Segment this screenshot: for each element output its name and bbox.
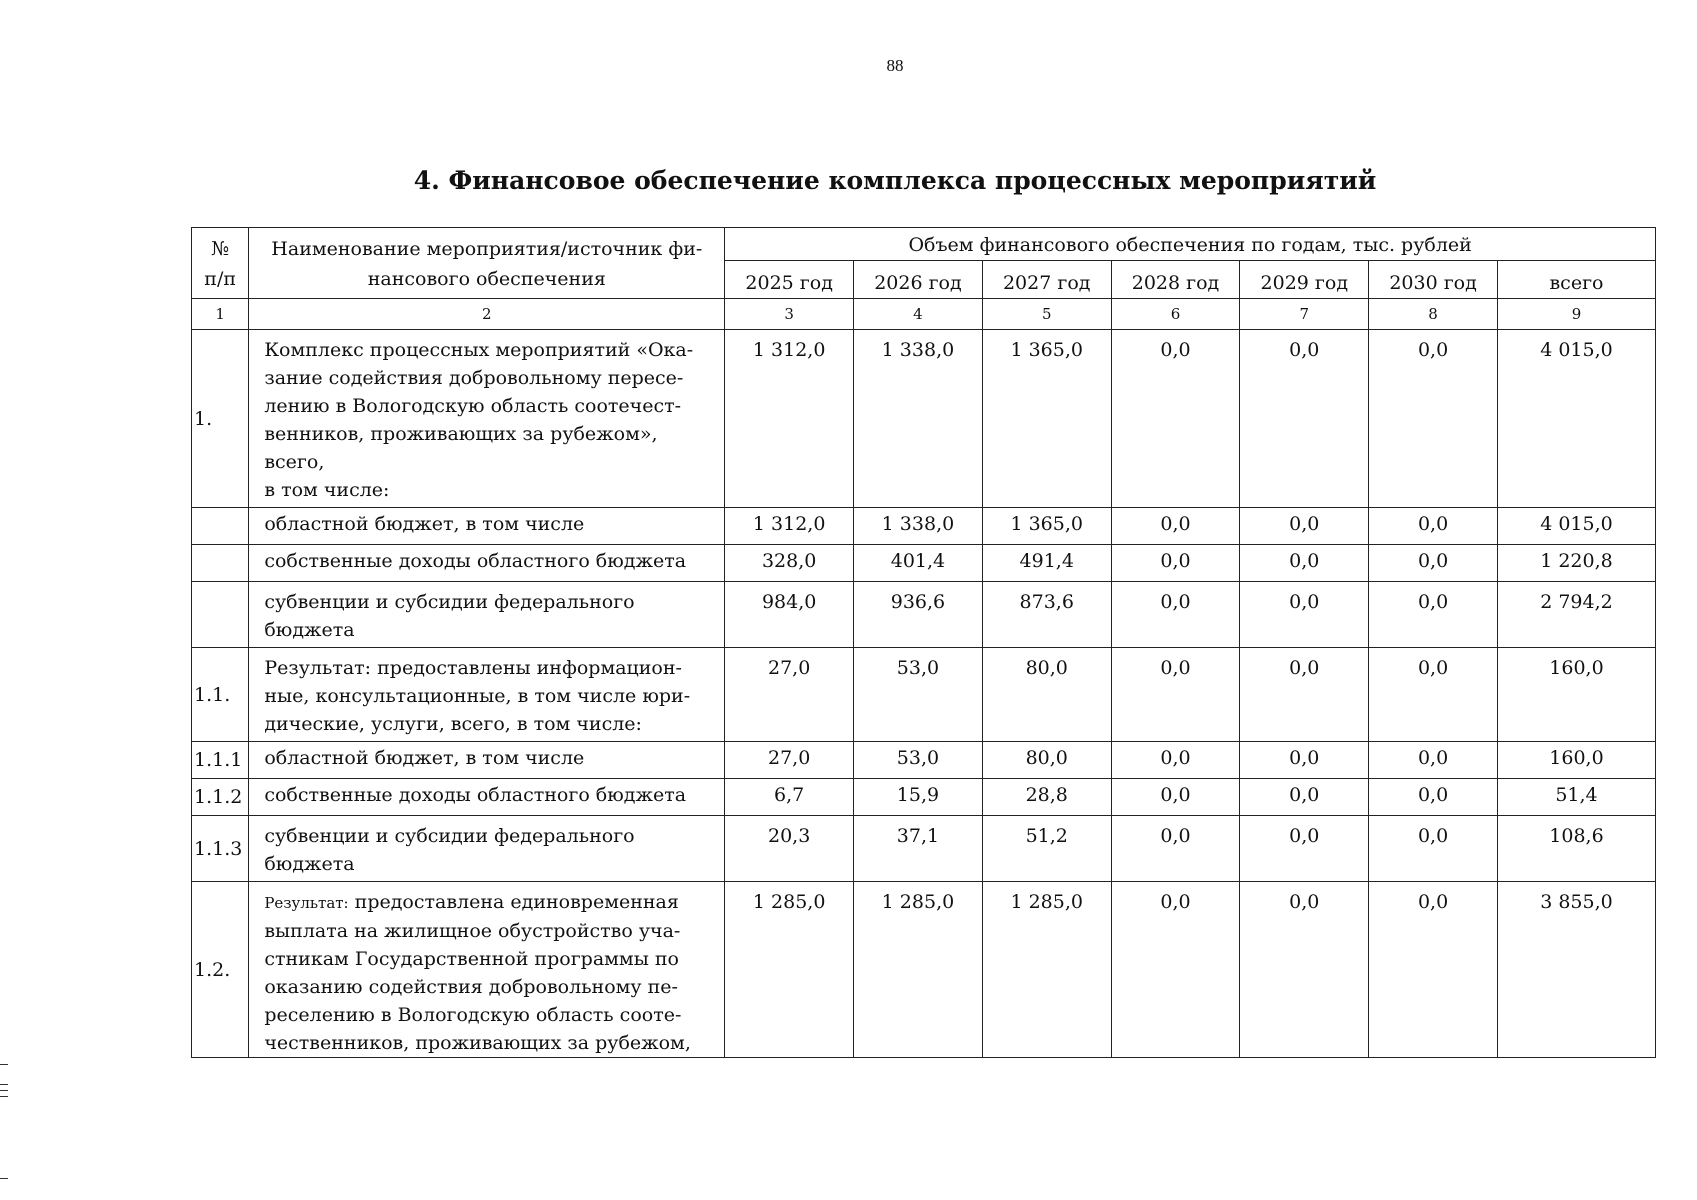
header-name-line1: Наименование мероприятия/источник фи-: [271, 238, 703, 260]
cell-value: 1 312,0: [725, 330, 854, 508]
cell-value: 873,6: [982, 582, 1111, 648]
cell-value: 27,0: [725, 742, 854, 779]
row-name-line: зание содействия добровольному пересе-: [264, 367, 684, 389]
cell-total: 108,6: [1497, 816, 1655, 882]
cell-value: 984,0: [725, 582, 854, 648]
row-name-line: стникам Государственной программы по: [264, 948, 679, 970]
cell-value: 0,0: [1240, 648, 1369, 742]
cell-value: 0,0: [1240, 742, 1369, 779]
header-name: [249, 228, 725, 299]
header-year-2030: 2030 год: [1369, 261, 1498, 299]
cell-value: 0,0: [1240, 882, 1369, 1058]
cell-value: 1 285,0: [982, 882, 1111, 1058]
row-name-line: бюджета: [264, 853, 355, 875]
header-group-financing: Объем финансового обеспечения по годам, тыс. рублей: [725, 228, 1656, 261]
row-name: [249, 545, 725, 582]
header-number: [192, 228, 249, 299]
cell-total: 51,4: [1497, 779, 1655, 816]
scan-artifact: [0, 1178, 8, 1179]
row-name: [249, 508, 725, 545]
row-name-line: [264, 888, 716, 917]
cell-value: 1 365,0: [982, 330, 1111, 508]
cell-value: 0,0: [1111, 816, 1240, 882]
cell-value: 0,0: [1369, 648, 1498, 742]
row-index: 1.1.3: [192, 816, 249, 882]
column-number: 7: [1240, 299, 1369, 330]
table-row: [192, 545, 1656, 582]
row-name-line: выплата на жилищное обустройство уча-: [264, 920, 681, 942]
row-name-line: лению в Вологодскую область соотечест-: [264, 395, 682, 417]
table-row: [192, 882, 1656, 1058]
scan-artifact: [0, 1096, 8, 1097]
financing-table: [191, 227, 1656, 1058]
cell-value: 0,0: [1369, 882, 1498, 1058]
header-year-2026: 2026 год: [854, 261, 983, 299]
scan-artifact: [0, 1090, 8, 1091]
cell-value: 1 312,0: [725, 508, 854, 545]
row-name-line: дические, услуги, всего, в том числе:: [264, 713, 642, 735]
row-name: [249, 648, 725, 742]
header-year-2029: 2029 год: [1240, 261, 1369, 299]
column-number: 1: [192, 299, 249, 330]
cell-value: 0,0: [1369, 582, 1498, 648]
column-number: 3: [725, 299, 854, 330]
cell-value: 0,0: [1111, 508, 1240, 545]
cell-value: 0,0: [1369, 742, 1498, 779]
row-name-line: субвенции и субсидии федерального: [264, 591, 635, 613]
scan-artifact: [0, 1064, 8, 1065]
cell-value: 51,2: [982, 816, 1111, 882]
column-number: 6: [1111, 299, 1240, 330]
cell-value: 936,6: [854, 582, 983, 648]
row-index: 1.2.: [192, 882, 249, 1058]
header-year-2027: 2027 год: [982, 261, 1111, 299]
row-name-line: собственные доходы областного бюджета: [264, 784, 687, 806]
row-name: [249, 582, 725, 648]
row-name-line: Результат: предоставлены информацион-: [264, 657, 682, 679]
header-row-group: [192, 228, 1656, 261]
cell-value: 0,0: [1240, 508, 1369, 545]
row-name-line: венников, проживающих за рубежом»,: [264, 423, 658, 445]
cell-value: 0,0: [1240, 816, 1369, 882]
cell-value: 53,0: [854, 742, 983, 779]
row-name-line: чественников, проживающих за рубежом,: [264, 1032, 691, 1054]
cell-value: 0,0: [1111, 882, 1240, 1058]
column-number: 5: [982, 299, 1111, 330]
header-number-line1: №: [211, 238, 230, 260]
table-row: [192, 742, 1656, 779]
header-number-line2: п/п: [204, 268, 237, 290]
row-name: [249, 742, 725, 779]
row-index: 1.1.1: [192, 742, 249, 779]
table-row: [192, 330, 1656, 508]
row-name-line: субвенции и субсидии федерального: [264, 825, 635, 847]
cell-value: 1 365,0: [982, 508, 1111, 545]
row-name-text: предоставлена единовременная: [348, 891, 679, 913]
page-number: 88: [886, 56, 904, 75]
cell-value: 1 338,0: [854, 330, 983, 508]
table-row: [192, 648, 1656, 742]
row-index: [192, 582, 249, 648]
cell-value: 0,0: [1240, 779, 1369, 816]
row-name: [249, 882, 725, 1058]
table-row: [192, 816, 1656, 882]
cell-value: 0,0: [1111, 648, 1240, 742]
cell-value: 0,0: [1240, 582, 1369, 648]
row-name-line: собственные доходы областного бюджета: [264, 550, 687, 572]
header-year-2025: 2025 год: [725, 261, 854, 299]
row-index: [192, 545, 249, 582]
cell-value: 6,7: [725, 779, 854, 816]
cell-total: 4 015,0: [1497, 330, 1655, 508]
row-name-lead: Результат:: [264, 894, 349, 912]
cell-total: 160,0: [1497, 648, 1655, 742]
cell-value: 0,0: [1111, 545, 1240, 582]
page-title: 4. Финансовое обеспечение комплекса процессных мероприятий: [413, 166, 1377, 195]
cell-value: 491,4: [982, 545, 1111, 582]
table-row: [192, 582, 1656, 648]
cell-value: 20,3: [725, 816, 854, 882]
row-index: 1.1.: [192, 648, 249, 742]
cell-value: 80,0: [982, 742, 1111, 779]
cell-value: 0,0: [1369, 508, 1498, 545]
row-name-line: ные, консультационные, в том числе юри-: [264, 685, 691, 707]
cell-total: 3 855,0: [1497, 882, 1655, 1058]
cell-value: 0,0: [1240, 545, 1369, 582]
header-year-2028: 2028 год: [1111, 261, 1240, 299]
cell-value: 1 285,0: [854, 882, 983, 1058]
cell-value: 37,1: [854, 816, 983, 882]
row-name-line: в том числе:: [264, 479, 390, 501]
table-body: [192, 330, 1656, 1058]
cell-value: 0,0: [1369, 816, 1498, 882]
cell-total: 4 015,0: [1497, 508, 1655, 545]
cell-value: 0,0: [1369, 779, 1498, 816]
row-name: [249, 330, 725, 508]
cell-value: 15,9: [854, 779, 983, 816]
row-name-line: Комплекс процессных мероприятий «Ока-: [264, 339, 694, 361]
cell-value: 80,0: [982, 648, 1111, 742]
cell-value: 328,0: [725, 545, 854, 582]
column-number: 8: [1369, 299, 1498, 330]
row-name: [249, 816, 725, 882]
cell-value: 28,8: [982, 779, 1111, 816]
cell-value: 0,0: [1240, 330, 1369, 508]
cell-total: 2 794,2: [1497, 582, 1655, 648]
table-row: [192, 779, 1656, 816]
cell-total: 1 220,8: [1497, 545, 1655, 582]
cell-total: 160,0: [1497, 742, 1655, 779]
cell-value: 53,0: [854, 648, 983, 742]
cell-value: 401,4: [854, 545, 983, 582]
table-row: [192, 508, 1656, 545]
column-number: 9: [1497, 299, 1655, 330]
row-name-line: оказанию содействия добровольному пе-: [264, 976, 678, 998]
column-number-row: [192, 299, 1656, 330]
header-total: всего: [1497, 261, 1655, 299]
row-name-line: областной бюджет, в том числе: [264, 747, 585, 769]
cell-value: 0,0: [1111, 779, 1240, 816]
cell-value: 27,0: [725, 648, 854, 742]
financing-table-container: [191, 227, 1656, 1058]
cell-value: 0,0: [1369, 545, 1498, 582]
scan-artifact: [0, 1084, 8, 1085]
column-number: 4: [854, 299, 983, 330]
cell-value: 0,0: [1369, 330, 1498, 508]
row-index: 1.: [192, 330, 249, 508]
row-name-line: бюджета: [264, 619, 355, 641]
cell-value: 1 285,0: [725, 882, 854, 1058]
cell-value: 0,0: [1111, 742, 1240, 779]
row-index: [192, 508, 249, 545]
header-name-line2: нансового обеспечения: [367, 268, 606, 290]
row-name-line: всего,: [264, 451, 325, 473]
row-name-line: областной бюджет, в том числе: [264, 513, 585, 535]
row-index: 1.1.2: [192, 779, 249, 816]
row-name: [249, 779, 725, 816]
row-name-line: реселению в Вологодскую область сооте-: [264, 1004, 682, 1026]
cell-value: 0,0: [1111, 582, 1240, 648]
column-number: 2: [249, 299, 725, 330]
cell-value: 0,0: [1111, 330, 1240, 508]
cell-value: 1 338,0: [854, 508, 983, 545]
